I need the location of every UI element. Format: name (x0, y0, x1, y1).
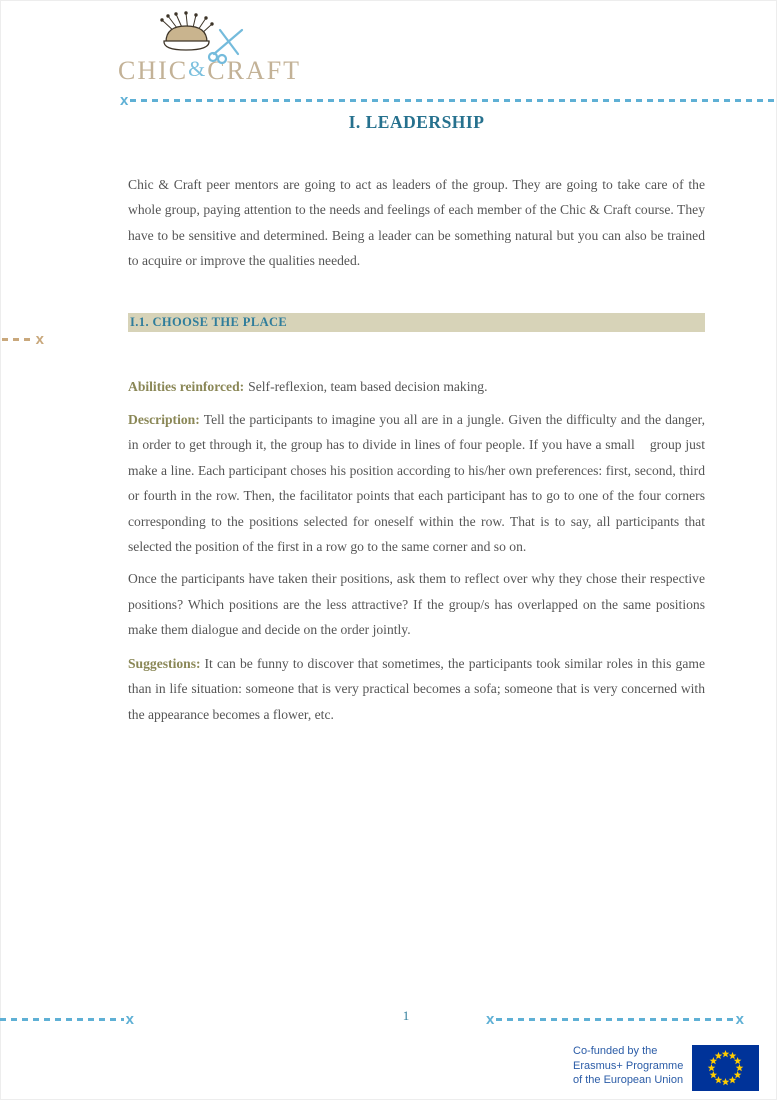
stitch-dashes (496, 1018, 733, 1021)
description-paragraph (128, 407, 705, 559)
stitch-x-icon: x (120, 92, 129, 109)
brand-craft: CRAFT (207, 56, 302, 85)
stitch-x-icon: x (125, 1011, 134, 1028)
document-content (128, 112, 705, 727)
page-title: I. LEADERSHIP (348, 112, 485, 132)
stitch-dashes (2, 338, 34, 341)
stitch-x-icon: x (486, 1011, 495, 1028)
stitch-x-icon: x (35, 331, 44, 348)
stitch-dashes (0, 1018, 124, 1021)
stitch-line-top (118, 93, 777, 108)
brand-ampersand: & (188, 56, 208, 81)
suggestions-paragraph (128, 651, 705, 727)
description-label: Description: (128, 412, 200, 428)
eu-text-line1: Co-funded by the (573, 1045, 658, 1057)
eu-text-line2: Erasmus+ Programme (573, 1059, 684, 1072)
section-header-bar (128, 313, 705, 332)
scissors-icon (206, 24, 248, 64)
stitch-x-icon: x (735, 1011, 744, 1028)
stitch-line-bottom-right (484, 1012, 746, 1027)
description-text: Tell the participants to imagine you all are in a jungle. Given the difficulty and the danger, in order to get through it, the group has to divide in lines of four people. If you have a small group just make a line. Each participant choses his position according to his/her own preferences: first, second, third or fourth in the row. Then, the facilitator points that each participant has to go to one of the four corners corresponding to the positions selected for oneself within the row. That is to say, all participants that selected the position of the first in a row go to the same corner and so on. (128, 412, 705, 555)
logo-art (118, 10, 318, 58)
stitch-line-left-margin (2, 332, 46, 347)
suggestions-label: Suggestions: (128, 655, 201, 671)
eu-flag-icon (692, 1045, 759, 1091)
abilities-text: Self-reflexion, team based decision making. (248, 378, 488, 394)
brand-logo (118, 10, 318, 85)
page-number: 1 (402, 1008, 410, 1023)
abilities-paragraph (128, 374, 705, 399)
abilities-label: Abilities reinforced: (128, 378, 245, 394)
stitch-line-bottom-left (0, 1012, 136, 1027)
brand-chic: CHIC (118, 56, 189, 85)
suggestions-text: It can be funny to discover that sometimes, the participants took similar roles in this game than in life situation: someone that is very practical becomes a sofa; someone that is very concerned with the appearance becomes a flower, etc. (128, 655, 705, 722)
stitch-dashes (130, 99, 777, 102)
description-paragraph-2: Once the participants have taken their positions, ask them to reflect over why they chose their respective positions? Which positions are the less attractive? If the group/s has overlapped on the same positions make them dialogue and decide on the order jointly. (128, 571, 705, 638)
eu-funding-text (573, 1044, 691, 1088)
section-heading: I.1. CHOOSE THE PLACE (130, 314, 288, 329)
eu-text-line3: of the European Union (573, 1074, 684, 1086)
intro-paragraph: Chic & Craft peer mentors are going to act as leaders of the group. They are going to take care of the whole group, paying attention to the needs and feelings of each member of the Chic & Craft course. They have to be sensitive and determined. Being a leader can be something natural but you can also be trained to acquire or improve the qualities needed. (128, 177, 705, 269)
